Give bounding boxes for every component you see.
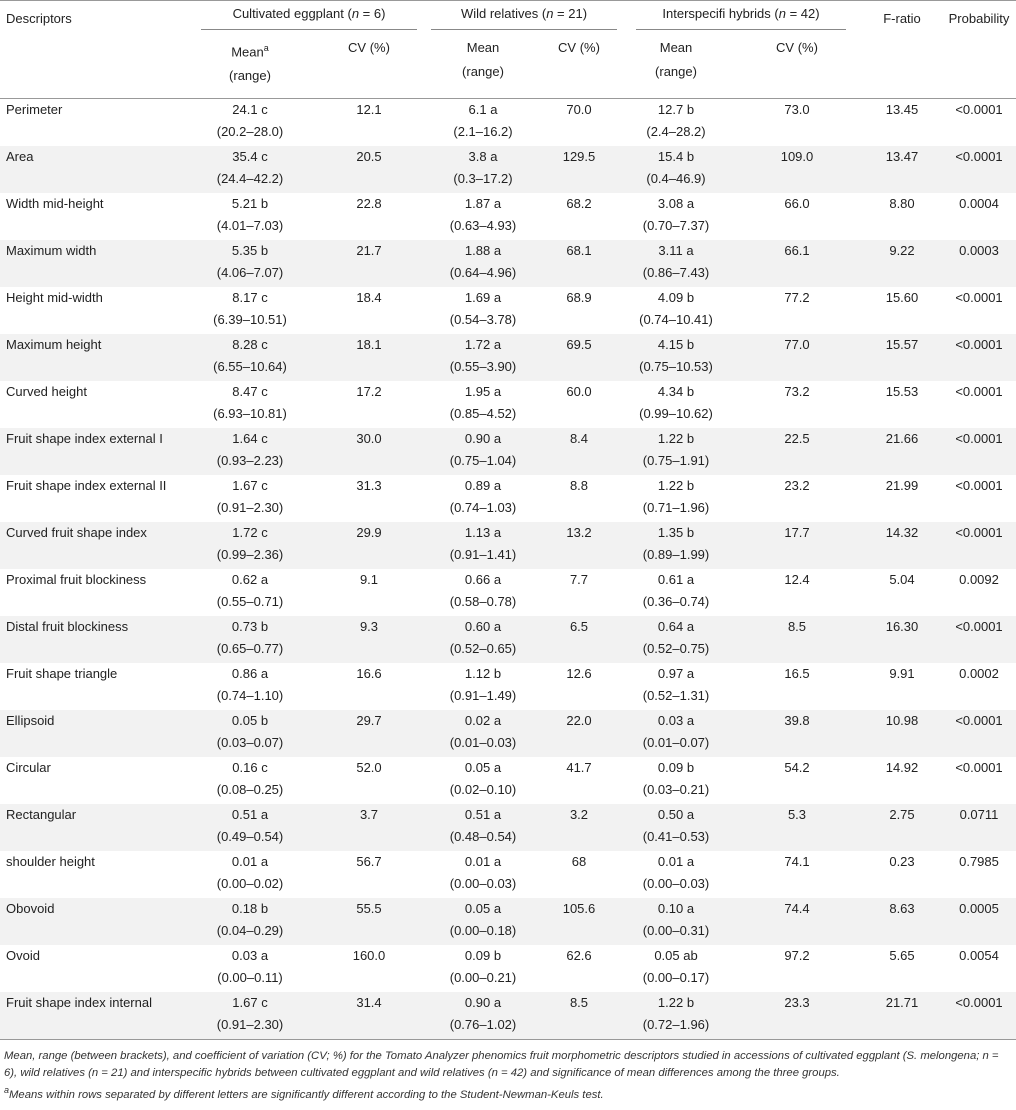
hybrids-cv-cell: 54.2 (784, 760, 810, 775)
hybrids-mean-cell: 0.64 a (0.52–0.75) (620, 616, 732, 663)
wild-cv-cell: 8.4 (538, 428, 620, 475)
probability-cell: 0.0003 (942, 240, 1016, 287)
probability-cell: <0.0001 (955, 384, 1003, 399)
table-row (0, 522, 1016, 569)
hybrids-cv-cell: 12.4 (784, 572, 810, 587)
wild-mean-cell: 0.60 a (0.52–0.65) (428, 616, 538, 663)
wild-mean-cell: 0.66 a (0.58–0.78) (449, 572, 517, 609)
fratio-cell: 15.57 (862, 334, 942, 381)
wild-mean-cell: 3.8 a (0.3–17.2) (428, 146, 538, 193)
wild-cv-cell: 70.0 (566, 102, 592, 117)
header-fratio: F-ratio (883, 10, 921, 26)
wild-cv-cell: 68.9 (566, 290, 592, 305)
probability-cell: <0.0001 (942, 428, 1016, 475)
wild-mean-cell: 0.89 a (0.74–1.03) (449, 478, 517, 515)
fratio-cell: 9.91 (889, 666, 915, 681)
fratio-cell: 5.04 (889, 572, 915, 587)
hybrids-mean-cell: 12.7 b (2.4–28.2) (646, 102, 706, 139)
wild-mean-cell: 1.87 a (0.63–4.93) (449, 196, 517, 233)
wild-mean-cell: 1.95 a (0.85–4.52) (449, 384, 517, 421)
wild-cv-cell: 41.7 (566, 760, 592, 775)
hybrids-cv-cell: 73.2 (784, 384, 810, 399)
descriptor-cell: Fruit shape index external II (6, 478, 167, 493)
cultivated-mean-cell: 1.67 c (0.91–2.30) (216, 478, 284, 515)
probability-cell: 0.0092 (959, 572, 999, 587)
wild-mean-cell: 0.02 a (0.01–0.03) (428, 710, 538, 757)
header-hybrids-cv: CV (%) (776, 40, 818, 55)
cultivated-mean-cell: 0.01 a (0.00–0.02) (216, 854, 284, 891)
cultivated-cv-cell: 9.3 (310, 616, 428, 663)
probability-cell: 0.0002 (959, 666, 999, 681)
cultivated-cv-cell: 9.1 (359, 572, 379, 587)
hybrids-cv-cell: 22.5 (732, 428, 862, 475)
descriptor-cell: Curved height (6, 384, 87, 399)
cultivated-cv-cell: 160.0 (352, 948, 386, 963)
cultivated-cv-cell: 18.1 (310, 334, 428, 381)
wild-cv-cell: 7.7 (569, 572, 589, 587)
probability-cell: <0.0001 (955, 290, 1003, 305)
cultivated-cv-cell: 22.8 (356, 196, 382, 211)
wild-cv-cell: 62.6 (566, 948, 592, 963)
probability-cell: <0.0001 (955, 478, 1003, 493)
header-empty-f (862, 36, 942, 99)
probability-cell: <0.0001 (942, 616, 1016, 663)
cultivated-cv-cell: 56.7 (356, 854, 382, 869)
cultivated-mean-cell: 0.73 b (0.65–0.77) (190, 616, 310, 663)
cultivated-cv-cell: 20.5 (310, 146, 428, 193)
wild-cv-cell: 22.0 (538, 710, 620, 757)
wild-cv-cell: 3.2 (538, 804, 620, 851)
descriptor-cell: Ellipsoid (0, 710, 190, 757)
fratio-cell: 0.23 (889, 854, 915, 869)
wild-mean-cell: 6.1 a (2.1–16.2) (453, 102, 513, 139)
hybrids-mean-cell: 4.34 b (0.99–10.62) (639, 384, 713, 421)
cultivated-mean-cell: 0.18 b (0.04–0.29) (190, 898, 310, 945)
wild-mean-cell: 0.09 b (0.00–0.21) (449, 948, 517, 985)
table-row (0, 757, 1016, 804)
table-row (0, 287, 1016, 334)
descriptor-cell: Obovoid (0, 898, 190, 945)
descriptor-cell: Distal fruit blockiness (0, 616, 190, 663)
wild-mean-cell: 0.05 a (0.00–0.18) (428, 898, 538, 945)
hybrids-cv-cell: 23.2 (784, 478, 810, 493)
cultivated-mean-cell: 1.64 c (0.93–2.23) (190, 428, 310, 475)
cultivated-mean-cell: 1.67 c (0.91–2.30) (190, 992, 310, 1040)
cultivated-cv-cell: 29.7 (310, 710, 428, 757)
table-row (0, 334, 1016, 381)
hybrids-mean-cell: 4.15 b (0.75–10.53) (620, 334, 732, 381)
wild-cv-cell: 8.5 (538, 992, 620, 1040)
wild-mean-cell: 1.88 a (0.64–4.96) (428, 240, 538, 287)
cultivated-cv-cell: 31.4 (310, 992, 428, 1040)
wild-mean-cell: 0.51 a (0.48–0.54) (428, 804, 538, 851)
probability-cell: <0.0001 (942, 992, 1016, 1040)
hybrids-mean-cell: 0.05 ab (0.00–0.17) (642, 948, 710, 985)
table-row (0, 428, 1016, 475)
descriptor-cell: Fruit shape triangle (6, 666, 118, 681)
cultivated-cv-cell: 52.0 (356, 760, 382, 775)
table-row (0, 569, 1016, 616)
cultivated-mean-cell: 0.51 a (0.49–0.54) (190, 804, 310, 851)
footnote-caption: Mean, range (between brackets), and coefficient of variation (CV; %) for the Tomato Analyzer phenomics fruit morphometric descriptors studied in accessions of cultivated eggplant (S. melongena; n = 6), wild relatives (n = 21) and interspecific hybrids between cultivated eggplant and wild relatives (n = 42) and significance of mean differences among the three groups. (4, 1050, 999, 1079)
wild-cv-cell: 129.5 (538, 146, 620, 193)
wild-mean-cell: 0.90 a (0.75–1.04) (428, 428, 538, 475)
descriptor-cell: Height mid-width (6, 290, 103, 305)
hybrids-mean-cell: 1.22 b (0.75–1.91) (620, 428, 732, 475)
header-hybrids-mean: Mean (range) (655, 40, 697, 79)
hybrids-mean-cell: 15.4 b (0.4–46.9) (620, 146, 732, 193)
header-descriptors: Descriptors (6, 10, 72, 26)
cultivated-mean-cell: 8.17 c (6.39–10.51) (213, 290, 287, 327)
hybrids-cv-cell: 66.0 (784, 196, 810, 211)
cultivated-cv-cell: 12.1 (356, 102, 382, 117)
fratio-cell: 13.47 (862, 146, 942, 193)
table-row (0, 193, 1016, 240)
table-row (0, 475, 1016, 522)
probability-cell: <0.0001 (942, 710, 1016, 757)
header-group-hybrids: Interspecifi hybrids (n = 42) (620, 0, 862, 36)
hybrids-cv-cell: 39.8 (732, 710, 862, 757)
header-group-wild: Wild relatives (n = 21) (428, 0, 620, 36)
cultivated-cv-cell: 30.0 (310, 428, 428, 475)
cultivated-mean-cell: 0.86 a (0.74–1.10) (216, 666, 284, 703)
wild-mean-cell: 0.05 a (0.02–0.10) (449, 760, 517, 797)
descriptor-cell: shoulder height (6, 854, 95, 869)
cultivated-cv-cell: 55.5 (310, 898, 428, 945)
hybrids-cv-cell: 77.2 (784, 290, 810, 305)
cultivated-cv-cell: 17.2 (356, 384, 382, 399)
table-row (0, 240, 1016, 287)
header-row-groups (0, 0, 1016, 36)
hybrids-mean-cell: 0.10 a (0.00–0.31) (620, 898, 732, 945)
probability-cell: <0.0001 (942, 146, 1016, 193)
cultivated-mean-cell: 0.03 a (0.00–0.11) (217, 948, 283, 985)
table-row (0, 945, 1016, 992)
fratio-cell: 2.75 (862, 804, 942, 851)
hybrids-cv-cell: 5.3 (732, 804, 862, 851)
probability-cell: <0.0001 (955, 760, 1003, 775)
wild-cv-cell: 68 (571, 854, 587, 869)
probability-cell: 0.0005 (942, 898, 1016, 945)
fratio-cell: 14.32 (862, 522, 942, 569)
table-row (0, 616, 1016, 663)
fratio-cell: 9.22 (862, 240, 942, 287)
cultivated-mean-cell: 24.1 c (20.2–28.0) (216, 102, 284, 139)
header-empty-p (942, 36, 1016, 99)
probability-cell: <0.0001 (955, 102, 1003, 117)
header-cultivated-cv: CV (%) (348, 40, 390, 55)
wild-mean-cell: 1.69 a (0.54–3.78) (449, 290, 517, 327)
descriptor-cell: Area (0, 146, 190, 193)
hybrids-mean-cell: 0.61 a (0.36–0.74) (642, 572, 710, 609)
hybrids-mean-cell: 1.22 b (0.71–1.96) (642, 478, 710, 515)
descriptor-cell: Rectangular (0, 804, 190, 851)
table-row (0, 898, 1016, 945)
table-body (0, 99, 1016, 1040)
cultivated-mean-cell: 8.47 c (6.93–10.81) (213, 384, 287, 421)
hybrids-mean-cell: 3.08 a (0.70–7.37) (642, 196, 710, 233)
hybrids-cv-cell: 23.3 (732, 992, 862, 1040)
hybrids-mean-cell: 1.35 b (0.89–1.99) (620, 522, 732, 569)
wild-cv-cell: 12.6 (566, 666, 592, 681)
table-row (0, 99, 1016, 147)
fratio-cell: 21.99 (885, 478, 919, 493)
cultivated-mean-cell: 0.62 a (0.55–0.71) (216, 572, 284, 609)
hybrids-mean-cell: 0.50 a (0.41–0.53) (620, 804, 732, 851)
probability-cell: 0.7985 (959, 854, 999, 869)
fratio-cell: 8.63 (862, 898, 942, 945)
hybrids-mean-cell: 4.09 b (0.74–10.41) (639, 290, 713, 327)
wild-cv-cell: 8.8 (569, 478, 589, 493)
wild-cv-cell: 6.5 (538, 616, 620, 663)
hybrids-cv-cell: 74.1 (784, 854, 810, 869)
wild-cv-cell: 13.2 (538, 522, 620, 569)
table-row (0, 851, 1016, 898)
cultivated-cv-cell: 21.7 (310, 240, 428, 287)
cultivated-mean-cell: 0.05 b (0.03–0.07) (190, 710, 310, 757)
table-row (0, 663, 1016, 710)
descriptor-cell: Ovoid (6, 948, 40, 963)
fratio-cell: 15.60 (885, 290, 919, 305)
descriptor-cell: Curved fruit shape index (0, 522, 190, 569)
fratio-cell: 16.30 (862, 616, 942, 663)
footnote-letters-note: $^a$Means within rows separated by different letters are significantly different according to the Student-Newman-Keuls test. (4, 1085, 604, 1101)
hybrids-mean-cell: 0.09 b (0.03–0.21) (642, 760, 710, 797)
cultivated-cv-cell: 29.9 (310, 522, 428, 569)
wild-mean-cell: 1.12 b (0.91–1.49) (449, 666, 517, 703)
hybrids-cv-cell: 73.0 (784, 102, 810, 117)
table-row (0, 710, 1016, 757)
wild-cv-cell: 68.1 (538, 240, 620, 287)
fratio-cell: 15.53 (885, 384, 919, 399)
header-probability: Probability (948, 10, 1010, 26)
fratio-cell: 21.71 (862, 992, 942, 1040)
descriptor-cell: Proximal fruit blockiness (6, 572, 147, 587)
fratio-cell: 10.98 (862, 710, 942, 757)
hybrids-cv-cell: 109.0 (732, 146, 862, 193)
descriptor-cell: Maximum height (0, 334, 190, 381)
descriptor-cell: Maximum width (0, 240, 190, 287)
cultivated-mean-cell: 5.21 b (4.01–7.03) (216, 196, 284, 233)
hybrids-mean-cell: 3.11 a (0.86–7.43) (620, 240, 732, 287)
table-row (0, 992, 1016, 1040)
probability-cell: 0.0711 (942, 804, 1016, 851)
descriptor-cell: Circular (6, 760, 51, 775)
hybrids-mean-cell: 0.01 a (0.00–0.03) (642, 854, 710, 891)
table-footnote (4, 1048, 1012, 1104)
probability-cell: <0.0001 (942, 522, 1016, 569)
wild-mean-cell: 1.13 a (0.91–1.41) (428, 522, 538, 569)
probability-cell: 0.0054 (959, 948, 999, 963)
cultivated-mean-cell: 1.72 c (0.99–2.36) (190, 522, 310, 569)
wild-cv-cell: 60.0 (566, 384, 592, 399)
table-row (0, 381, 1016, 428)
cultivated-mean-cell: 5.35 b (4.06–7.07) (190, 240, 310, 287)
probability-cell: <0.0001 (942, 334, 1016, 381)
hybrids-mean-cell: 0.03 a (0.01–0.07) (620, 710, 732, 757)
table-row (0, 804, 1016, 851)
descriptor-cell: Fruit shape index internal (0, 992, 190, 1040)
wild-mean-cell: 1.72 a (0.55–3.90) (428, 334, 538, 381)
header-cultivated-mean: Mean$^a$ (range) (229, 43, 271, 84)
hybrids-mean-cell: 0.97 a (0.52–1.31) (642, 666, 710, 703)
fratio-cell: 5.65 (889, 948, 915, 963)
fratio-cell: 14.92 (885, 760, 919, 775)
fratio-cell: 8.80 (889, 196, 915, 211)
hybrids-mean-cell: 1.22 b (0.72–1.96) (620, 992, 732, 1040)
hybrids-cv-cell: 97.2 (784, 948, 810, 963)
fratio-cell: 21.66 (862, 428, 942, 475)
header-wild-mean: Mean (range) (462, 40, 504, 79)
cultivated-mean-cell: 8.28 c (6.55–10.64) (190, 334, 310, 381)
hybrids-cv-cell: 77.0 (732, 334, 862, 381)
cultivated-cv-cell: 3.7 (310, 804, 428, 851)
descriptor-cell: Width mid-height (6, 196, 104, 211)
table-row (0, 146, 1016, 193)
probability-cell: 0.0004 (959, 196, 999, 211)
header-empty-desc (0, 36, 190, 99)
wild-cv-cell: 68.2 (566, 196, 592, 211)
descriptor-cell: Perimeter (6, 102, 63, 117)
cultivated-cv-cell: 16.6 (356, 666, 382, 681)
hybrids-cv-cell: 16.5 (784, 666, 810, 681)
wild-cv-cell: 69.5 (538, 334, 620, 381)
header-wild-cv: CV (%) (558, 40, 600, 55)
hybrids-cv-cell: 8.5 (732, 616, 862, 663)
cultivated-mean-cell: 35.4 c (24.4–42.2) (190, 146, 310, 193)
cultivated-mean-cell: 0.16 c (0.08–0.25) (216, 760, 284, 797)
header-group-cultivated: Cultivated eggplant (n = 6) (190, 0, 428, 36)
descriptor-cell: Fruit shape index external I (0, 428, 190, 475)
fratio-cell: 13.45 (885, 102, 919, 117)
hybrids-cv-cell: 74.4 (732, 898, 862, 945)
cultivated-cv-cell: 31.3 (356, 478, 382, 493)
wild-cv-cell: 105.6 (538, 898, 620, 945)
wild-mean-cell: 0.01 a (0.00–0.03) (449, 854, 517, 891)
wild-mean-cell: 0.90 a (0.76–1.02) (428, 992, 538, 1040)
header-row-subcolumns (0, 36, 1016, 99)
cultivated-cv-cell: 18.4 (356, 290, 382, 305)
hybrids-cv-cell: 66.1 (732, 240, 862, 287)
hybrids-cv-cell: 17.7 (732, 522, 862, 569)
